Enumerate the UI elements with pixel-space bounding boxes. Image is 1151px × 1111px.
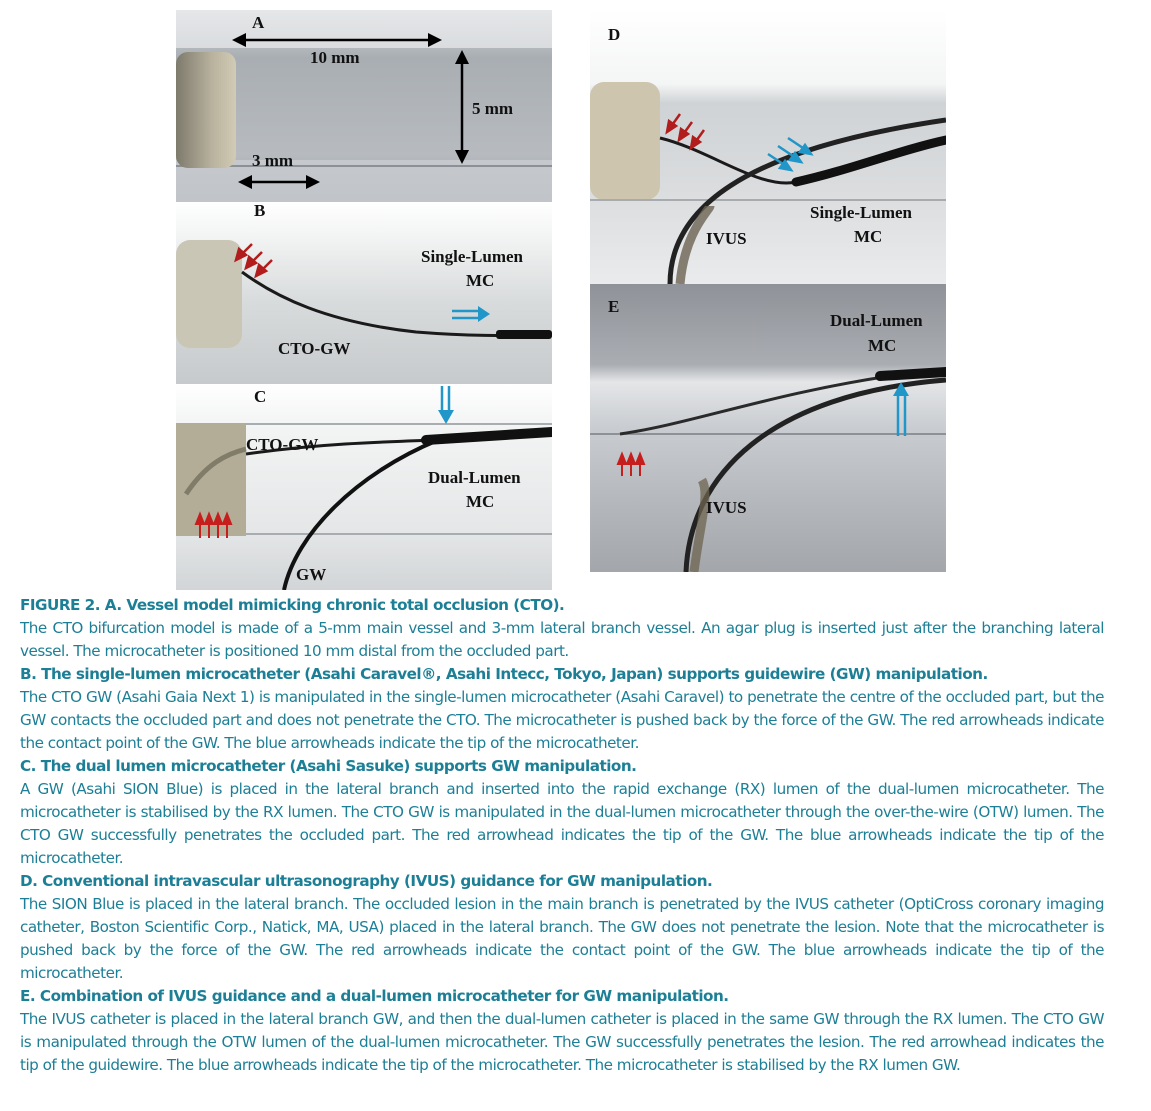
- agar-plug: [590, 82, 660, 200]
- microcatheter: [496, 330, 552, 339]
- cto-gw-label: CTO-GW: [278, 339, 351, 358]
- dual-lumen-label: Dual-Lumen: [428, 468, 521, 487]
- panel-a-letter: A: [252, 13, 265, 32]
- mc-label: MC: [466, 492, 495, 511]
- dim-5mm-label: 5 mm: [472, 99, 514, 118]
- mc-label: MC: [466, 271, 495, 290]
- caption-c-heading: C. The dual lumen microcatheter (Asahi Sasuke) supports GW manipulation.: [20, 757, 637, 775]
- caption-e-body: The IVUS catheter is placed in the lateral branch GW, and then the dual-lumen catheter is placed in the same GW through the RX lumen. The CTO GW is manipulated through the OTW lumen of the dual-lumen microcatheter. The GW successfully penetrates the lesion. The red arrowhead indicates the tip of the guidewire. The blue arrowheads indicate the tip of the microcatheter. The microcatheter is stabilised by the RX lumen GW.: [20, 1010, 1104, 1074]
- panel-a: [176, 10, 552, 202]
- dual-lumen-label: Dual-Lumen: [830, 311, 923, 330]
- ivus-label: IVUS: [706, 498, 747, 517]
- caption-c-body: A GW (Asahi SION Blue) is placed in the lateral branch and inserted into the rapid exchange (RX) lumen of the dual-lumen microcatheter. The microcatheter is stabilised by the RX lumen. The CTO GW is manipulated in the dual-lumen microcatheter through the over-the-wire (OTW) lumen. The CTO GW successfully penetrates the occluded part. The red arrowhead indicates the tip of the GW. The blue arrowheads indicate the tip of the microcatheter.: [20, 780, 1104, 867]
- single-lumen-label: Single-Lumen: [810, 203, 913, 222]
- single-lumen-label: Single-Lumen: [421, 247, 524, 266]
- red-arrowheads: [618, 454, 644, 476]
- caption-b-body: The CTO GW (Asahi Gaia Next 1) is manipulated in the single-lumen microcatheter (Asahi Caravel) to penetrate the centre of the occluded part, but the GW contacts the occluded part and does not penetrate the CTO. The microcatheter is pushed back by the force of the GW. The red arrowheads indicate the contact point of the GW. The blue arrowheads indicate the tip of the microcatheter.: [20, 688, 1104, 752]
- figure-caption: [20, 594, 1104, 1077]
- microcatheter: [880, 372, 946, 376]
- mc-label: MC: [854, 227, 883, 246]
- panel-b: [176, 202, 552, 384]
- cto-gw-label: CTO-GW: [246, 435, 319, 454]
- caption-d-body: The SION Blue is placed in the lateral branch. The occluded lesion in the main branch is penetrated by the IVUS catheter (OptiCross coronary imaging catheter, Boston Scientific Corp., Natick, MA, USA) placed in the lateral branch. The GW does not penetrate the lesion. Note that the microcatheter is pushed back by the force of the GW. The red arrowheads indicate the contact point of the GW. The blue arrowheads indicate the tip of the microcatheter.: [20, 895, 1104, 982]
- panel-c-letter: C: [254, 387, 267, 406]
- agar-plug: [176, 240, 242, 348]
- caption-b-heading: B. The single-lumen microcatheter (Asahi Caravel®, Asahi Intecc, Tokyo, Japan) supports guidewire (GW) manipulation.: [20, 665, 988, 683]
- panel-d: [590, 10, 946, 284]
- dim-3mm-label: 3 mm: [252, 151, 294, 170]
- caption-d-heading: D. Conventional intravascular ultrasonography (IVUS) guidance for GW manipulation.: [20, 872, 713, 890]
- caption-e-heading: E. Combination of IVUS guidance and a dual-lumen microcatheter for GW manipulation.: [20, 987, 729, 1005]
- caption-a-heading: FIGURE 2. A. Vessel model mimicking chronic total occlusion (CTO).: [20, 596, 565, 614]
- gw-label: GW: [296, 565, 327, 584]
- panel-b-letter: B: [254, 202, 266, 220]
- panel-e-letter: E: [608, 297, 620, 316]
- dim-10mm-label: 10 mm: [310, 48, 360, 67]
- panel-c: [176, 384, 552, 590]
- panel-d-letter: D: [608, 25, 621, 44]
- mc-label: MC: [868, 336, 897, 355]
- ivus-label: IVUS: [706, 229, 747, 248]
- panel-e: [590, 284, 946, 572]
- caption-a-body: The CTO bifurcation model is made of a 5-mm main vessel and 3-mm lateral branch vessel. An agar plug is inserted just after the branching lateral vessel. The microcatheter is positioned 10 mm distal from the occluded part.: [20, 619, 1104, 660]
- agar-plug: [176, 52, 236, 168]
